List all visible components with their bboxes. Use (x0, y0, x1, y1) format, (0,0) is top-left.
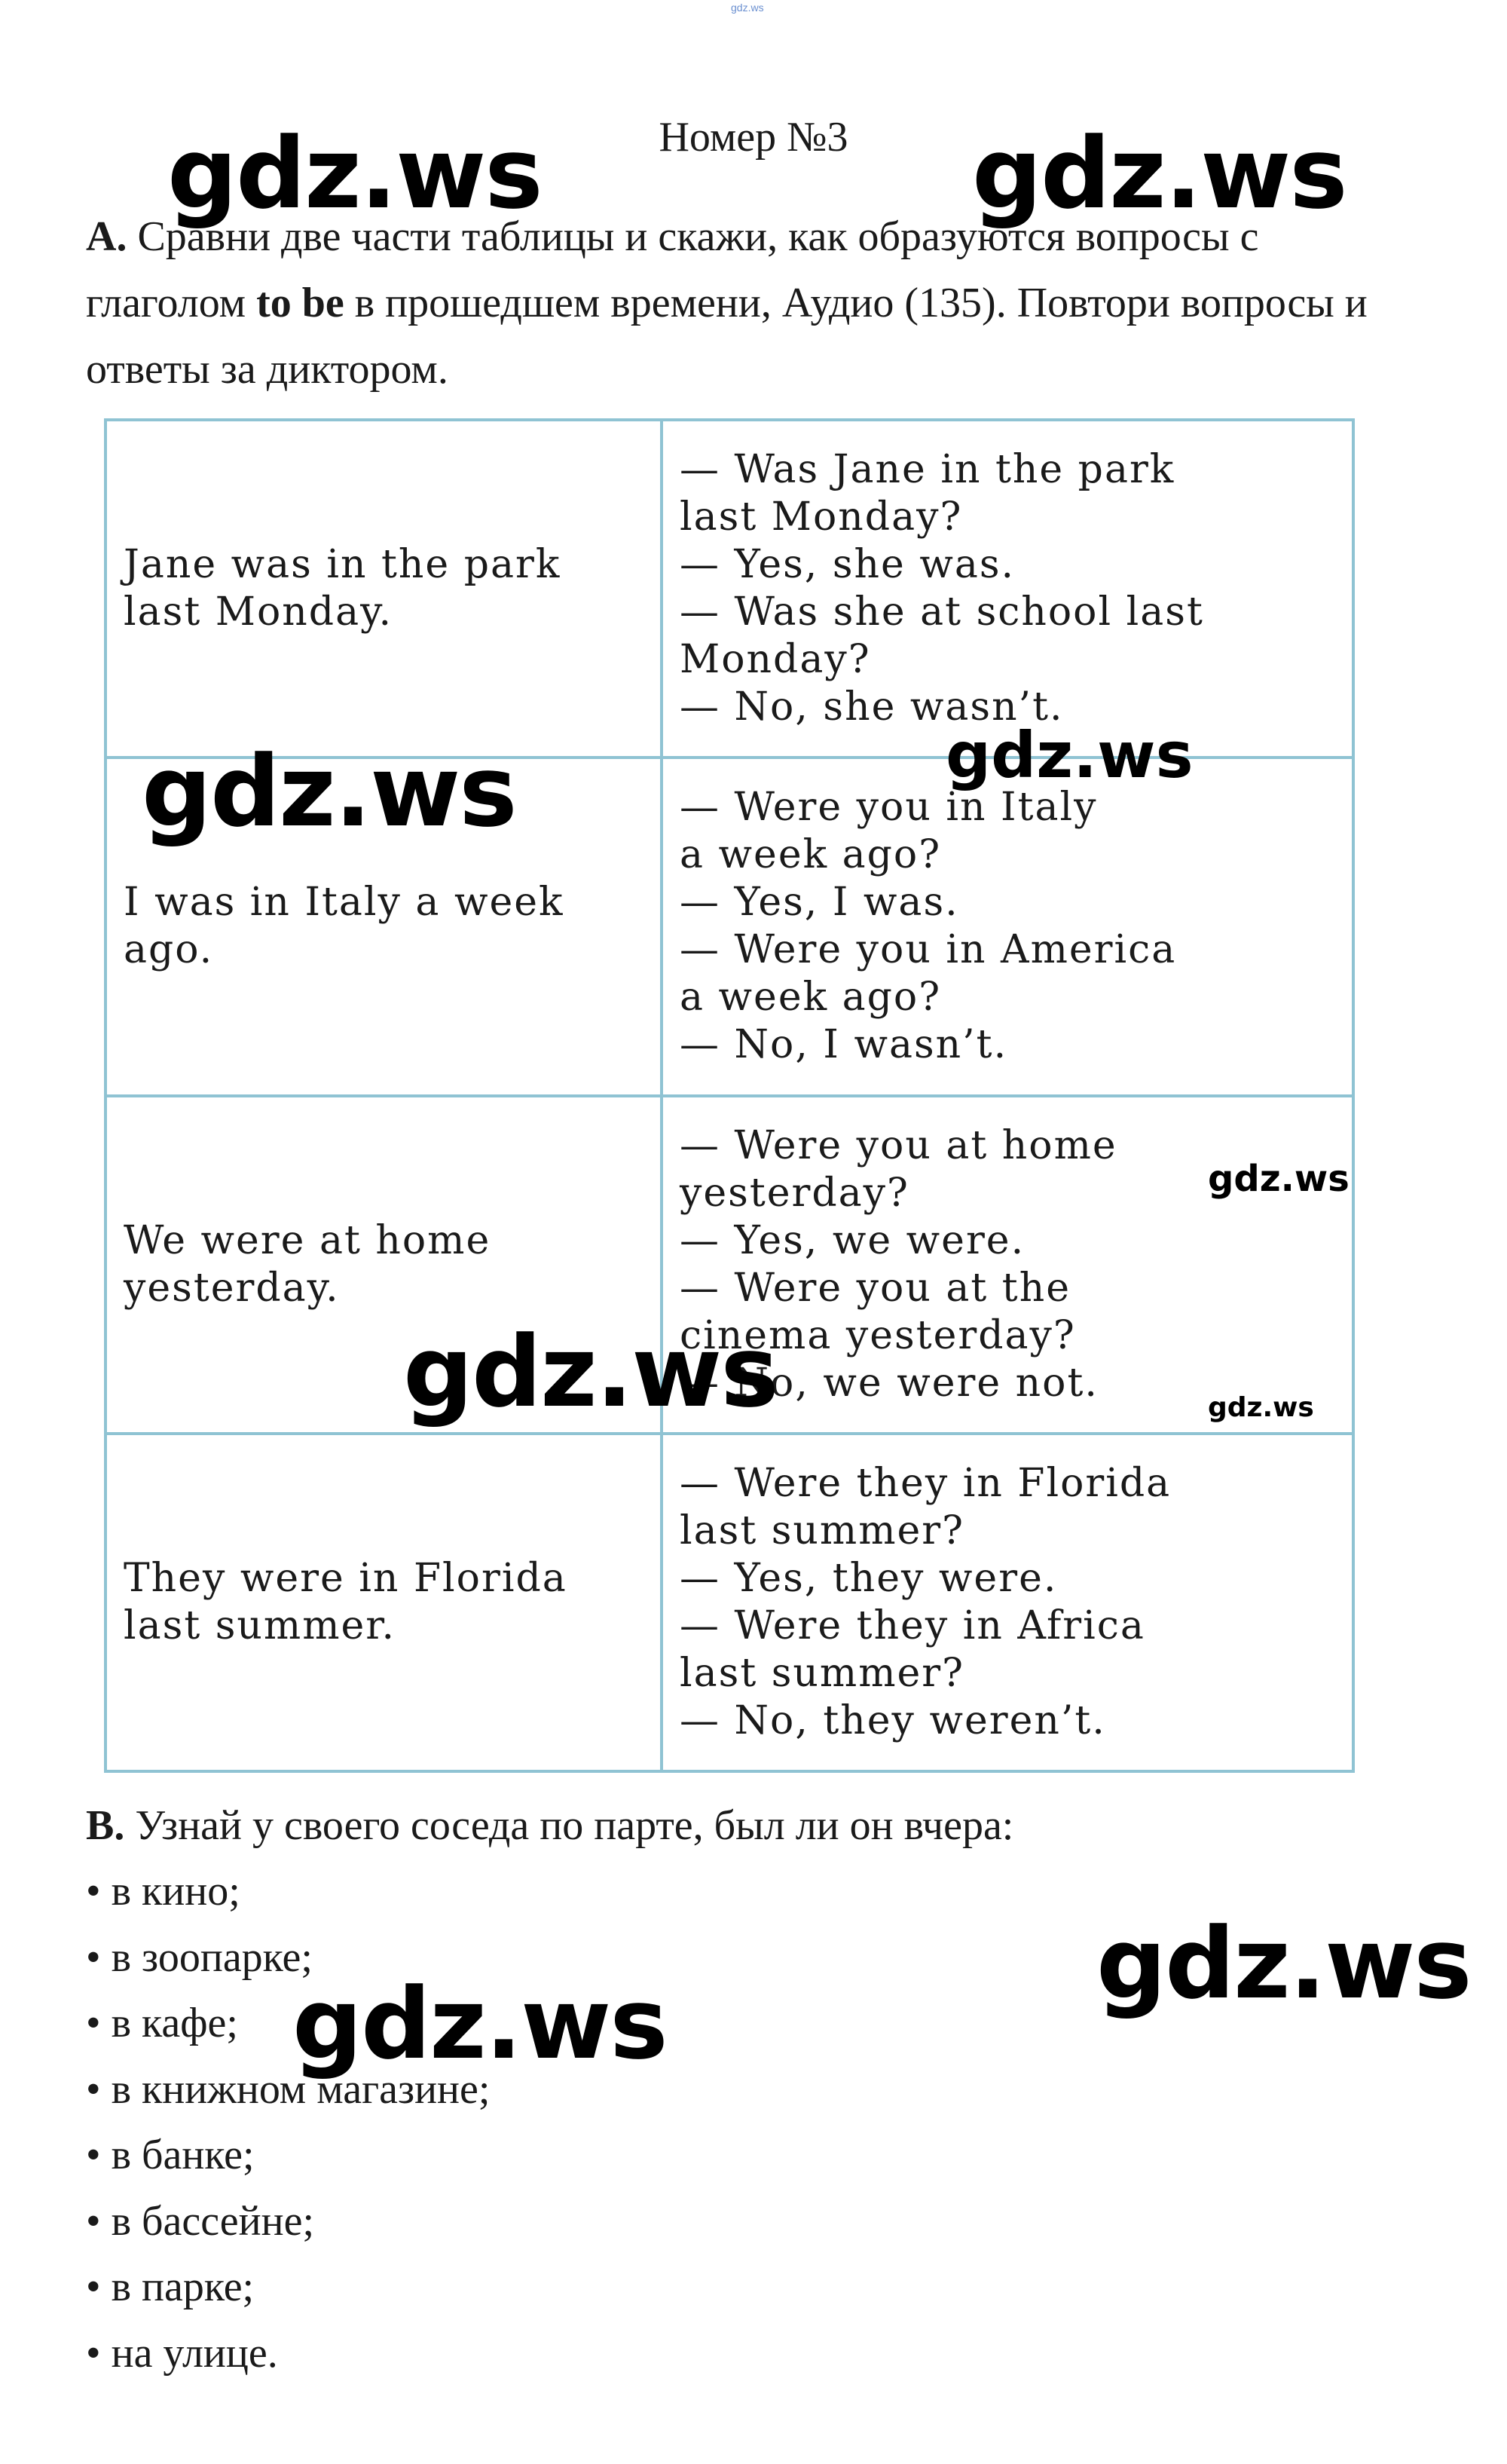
dialogue-cell: — Were they in Florida last summer? — Yes, they were. — Were they in Africa last summer? — No, they weren’t. (662, 1434, 1353, 1771)
list-item: • в кино; (86, 1859, 490, 1925)
watermark: gdz.ws (292, 1967, 667, 2081)
watermark: gdz.ws (946, 718, 1194, 792)
statement-cell: We were at home yesterday. (105, 1096, 662, 1434)
dialogue-cell: — Were you at home yesterday? — Yes, we were. — Were you at the cinema yesterday? — No, we were not. (662, 1096, 1353, 1434)
dialogue-cell: — Were you in Italy a week ago? — Yes, I was. — Were you in America a week ago? — No, I wasn’t. (662, 758, 1353, 1095)
exercise-b-letter: B. (86, 1802, 125, 1849)
list-item: • в бассейне; (86, 2189, 490, 2255)
list-item: • на улице. (86, 2321, 490, 2387)
exercise-a-instruction (86, 204, 1427, 403)
grammar-table (104, 418, 1355, 1773)
exercise-b-instruction (86, 1792, 1427, 1859)
exercise-a-text-after: в прошедшем времени, Аудио (135). Повтори вопросы и ответы за диктором. (86, 280, 1368, 393)
statement-cell: Jane was in the park last Monday. (105, 420, 662, 758)
watermark: gdz.ws (1096, 1906, 1471, 2021)
exercise-a-letter: A. (86, 213, 127, 260)
statement-cell: I was in Italy a week ago. (105, 758, 662, 1095)
page-title: Номер №3 (659, 114, 848, 161)
table-row (105, 1434, 1353, 1771)
dialogue-cell: — Was Jane in the park last Monday? — Yes, she was. — Was she at school last Monday? — No, she wasn’t. (662, 420, 1353, 758)
exercise-b-text: Узнай у своего соседа по парте, был ли он вчера: (124, 1802, 1014, 1849)
list-item: • в парке; (86, 2254, 490, 2321)
list-item: • в зоопарке; (86, 1925, 490, 1991)
watermark: gdz.ws (142, 734, 516, 849)
watermark: gdz.ws (167, 116, 542, 231)
watermark: gdz.ws (972, 116, 1347, 231)
watermark: gdz.ws (403, 1315, 778, 1429)
exercise-a-text-before: Сравни две части таблицы и скажи, как образуются вопросы с глаголом (86, 213, 1259, 326)
exercise-a-bold-phrase: to be (256, 280, 344, 326)
table-row (105, 420, 1353, 758)
watermark: gdz.ws (1208, 1392, 1314, 1423)
top-tiny-watermark: gdz.ws (731, 2, 764, 14)
list-item: • в книжном магазине; (86, 2057, 490, 2123)
list-item: • в кафе; (86, 1991, 490, 2057)
list-item: • в банке; (86, 2123, 490, 2189)
watermark: gdz.ws (1208, 1158, 1350, 1200)
places-list (86, 1859, 490, 2386)
statement-cell: They were in Florida last summer. (105, 1434, 662, 1771)
